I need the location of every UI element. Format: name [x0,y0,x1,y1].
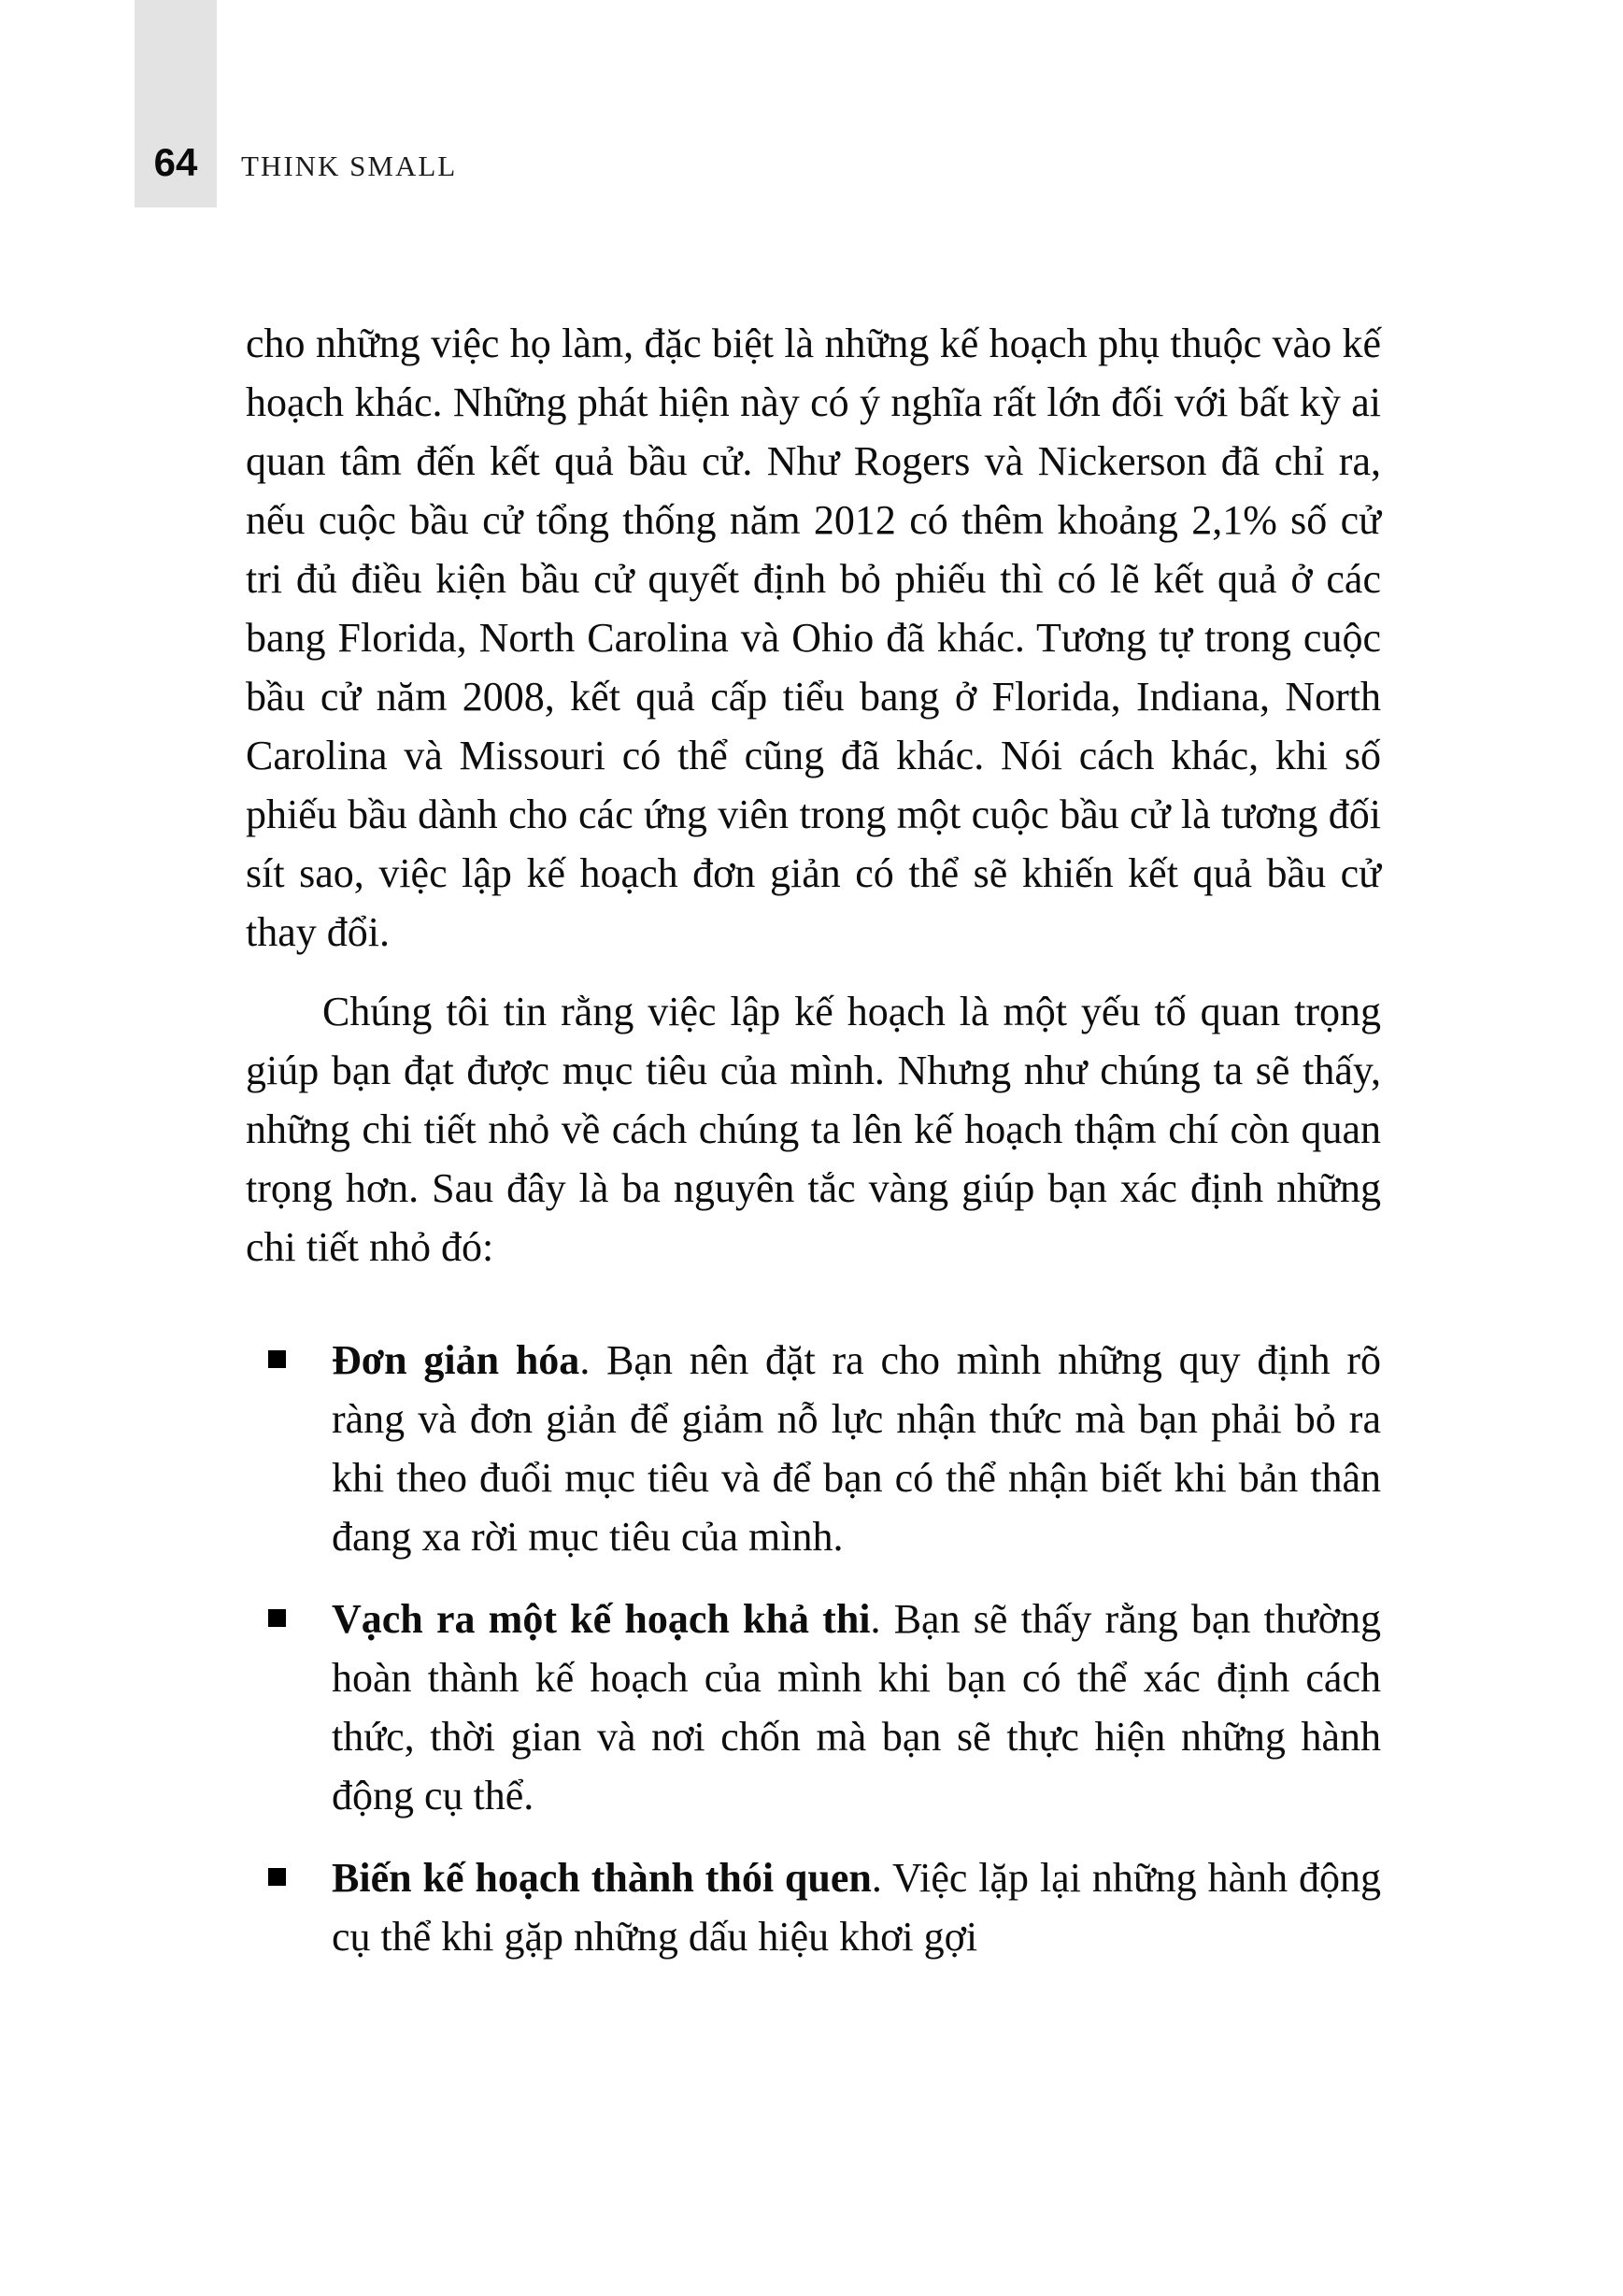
bullet-square-icon [268,1868,286,1886]
golden-rules-list [246,1331,1381,1966]
bullet-square-icon [268,1609,286,1627]
bullet-square-icon [268,1350,286,1368]
paragraph: cho những việc họ làm, đặc biệt là những kế hoạch phụ thuộc vào kế hoạch khác. Những phát hiện này có ý nghĩa rất lớn đối với bất kỳ ai quan tâm đến kết quả bầu cử. Như Rogers và Nickerson đã chỉ ra, nếu cuộc bầu cử tổng thống năm 2012 có thêm khoảng 2,1% số cử tri đủ điều kiện bầu cử quyết định bỏ phiếu thì có lẽ kết quả ở các bang Florida, North Carolina và Ohio đã khác. Tương tự trong cuộc bầu cử năm 2008, kết quả cấp tiểu bang ở Florida, Indiana, North Carolina và Missouri có thể cũng đã khác. Nói cách khác, khi số phiếu bầu dành cho các ứng viên trong một cuộc bầu cử là tương đối sít sao, việc lập kế hoạch đơn giản có thể sẽ khiến kết quả bầu cử thay đổi. [246,321,1381,955]
bullet-text: . Việc lặp lại những hành động cụ thể khi gặp những dấu hiệu khơi gợi [332,1855,1381,1960]
page-header [135,140,457,185]
bullet-text: . Bạn nên đặt ra cho mình những quy định rõ ràng và đơn giản để giảm nỗ lực nhận thức mà bạn phải bỏ ra khi theo đuổi mục tiêu và để bạn có thể nhận biết khi bản thân đang xa rời mục tiêu của mình. [332,1337,1382,1560]
bullet-lead: Biến kế hoạch thành thói quen [332,1855,872,1901]
body-text [246,314,1381,1966]
list-item [246,1331,1381,1566]
list-item [246,1590,1381,1825]
running-title: THINK SMALL [241,150,458,182]
list-item [246,1848,1381,1966]
bullet-text: . Bạn sẽ thấy rằng bạn thường hoàn thành kế hoạch của mình khi bạn có thể xác định cách thức, thời gian và nơi chốn mà bạn sẽ thực hiện những hành động cụ thể. [332,1596,1381,1818]
bullet-lead: Đơn giản hóa [332,1337,580,1383]
bullet-lead: Vạch ra một kế hoạch khả thi [332,1596,871,1642]
paragraph: Chúng tôi tin rằng việc lập kế hoạch là một yếu tố quan trọng giúp bạn đạt được mục tiêu của mình. Nhưng như chúng ta sẽ thấy, những chi tiết nhỏ về cách chúng ta lên kế hoạch thậm chí còn quan trọng hơn. Sau đây là ba nguyên tắc vàng giúp bạn xác định những chi tiết nhỏ đó: [246,989,1381,1270]
page-number: 64 [153,140,198,184]
